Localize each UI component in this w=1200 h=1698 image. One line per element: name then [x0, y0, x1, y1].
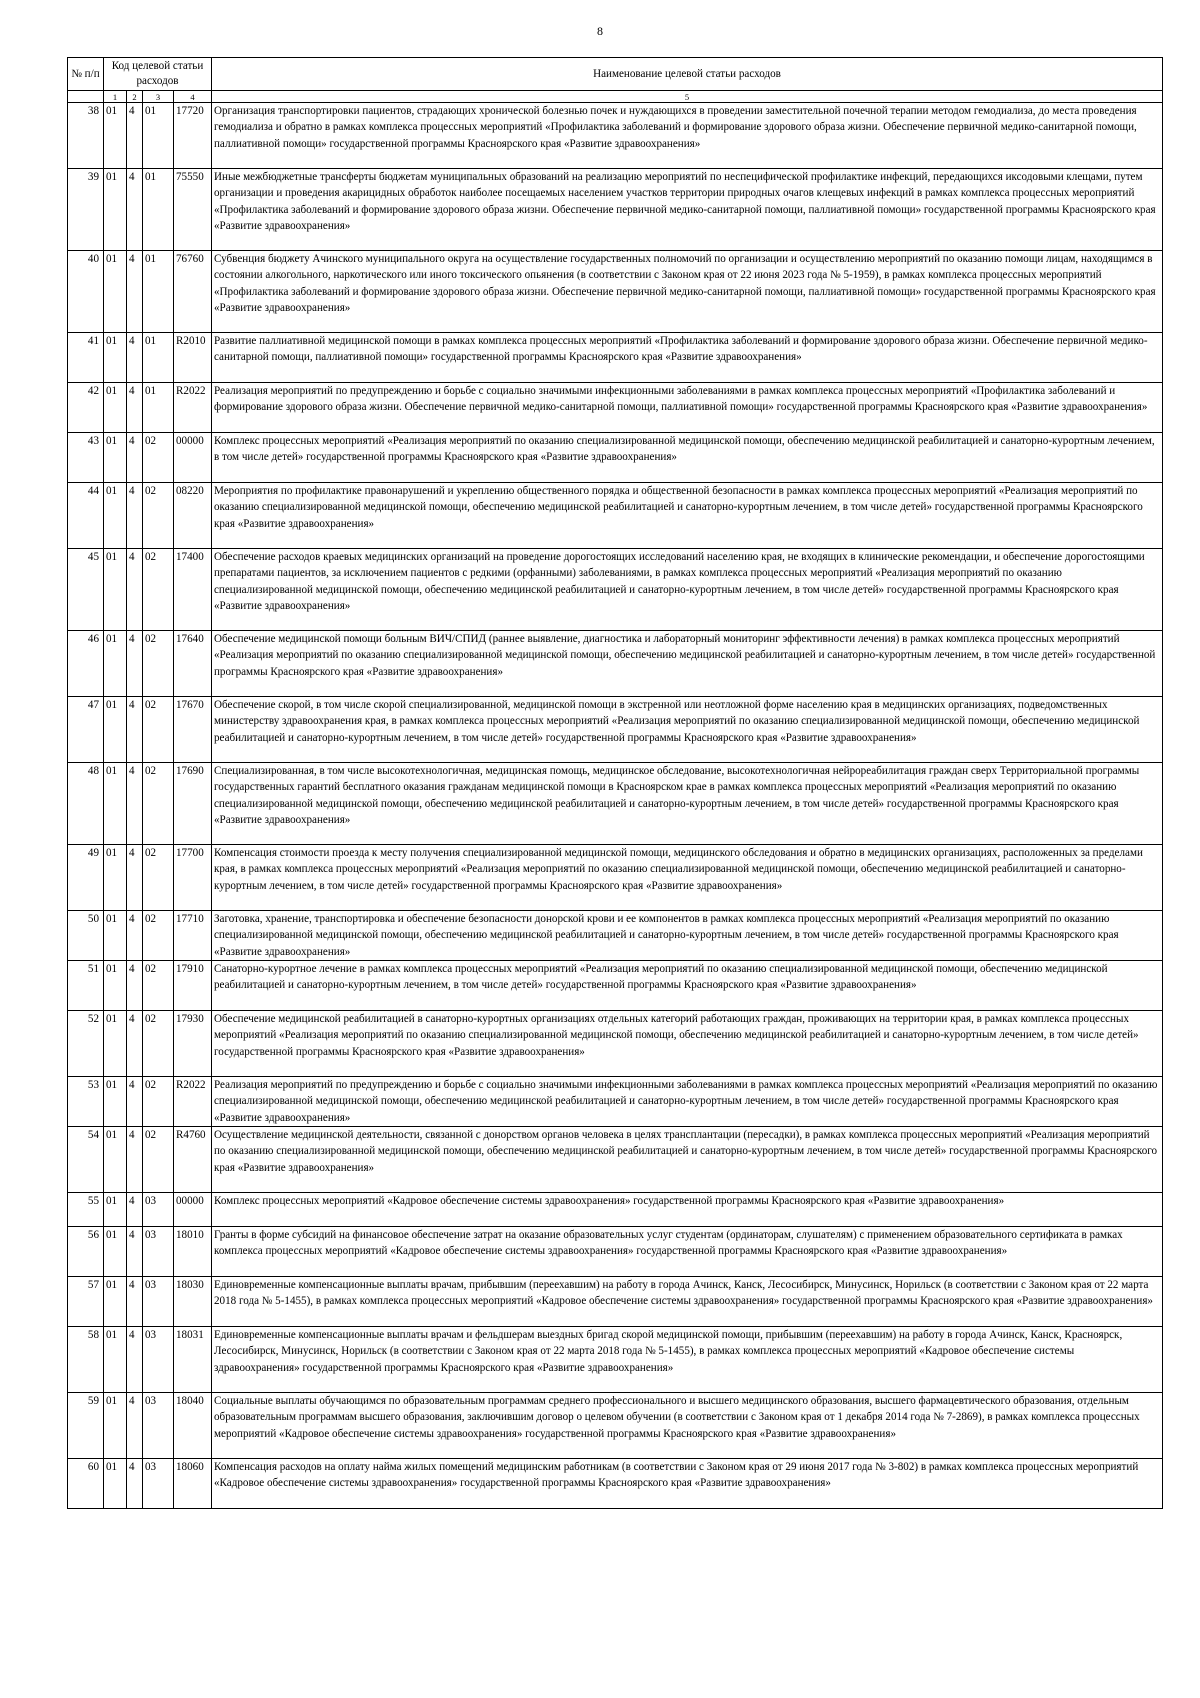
code-part-2: 4 — [127, 631, 143, 697]
code-part-1: 01 — [104, 911, 127, 961]
code-part-3: 01 — [143, 251, 174, 333]
row-number: 54 — [68, 1127, 104, 1193]
code-part-1: 01 — [104, 1193, 127, 1227]
row-number: 45 — [68, 549, 104, 631]
row-description: Реализация мероприятий по предупреждению и борьбе с социально значимыми инфекционными заболеваниями в рамках комплекса процессных мероприятий «Реализация мероприятий по оказанию специализированной медицинской помощи, обеспечению медицинской реабилитацией и санаторно-курортным лечением, в том числе детей» государственной программы Красноярского края «Развитие здравоохранения» — [212, 1077, 1163, 1127]
row-number: 60 — [68, 1459, 104, 1509]
row-number: 58 — [68, 1327, 104, 1393]
row-description: Мероприятия по профилактике правонарушений и укреплению общественного порядка и общественной безопасности в рамках комплекса процессных мероприятий «Реализация мероприятий по оказанию специализированной медицинской помощи, обеспечению медицинской реабилитацией и санаторно-курортным лечением, в том числе детей» государственной программы Красноярского края «Развитие здравоохранения» — [212, 483, 1163, 549]
code-part-1: 01 — [104, 631, 127, 697]
code-part-3: 03 — [143, 1193, 174, 1227]
code-part-1: 01 — [104, 697, 127, 763]
header-numbering-row — [68, 91, 1163, 103]
code-part-3: 02 — [143, 1127, 174, 1193]
row-description: Единовременные компенсационные выплаты врачам и фельдшерам выездных бригад скорой медицинской помощи, прибывшим (переехавшим) на работу в города Ачинск, Канск, Красноярск, Лесосибирск, Минусинск, Норильск (в соответствии с Законом края от 22 марта 2018 года № 5-1455), в рамках комплекса процессных мероприятий «Кадровое обеспечение системы здравоохранения» государственной программы Красноярского края «Развитие здравоохранения» — [212, 1327, 1163, 1393]
table-row — [68, 169, 1163, 251]
header-numbering-1: 1 — [104, 91, 127, 103]
table-row — [68, 483, 1163, 549]
code-part-1: 01 — [104, 1011, 127, 1077]
code-part-1: 01 — [104, 433, 127, 483]
row-description: Обеспечение скорой, в том числе скорой специализированной, медицинской помощи в экстренной или неотложной форме населению края в медицинских организациях, подведомственных министерству здравоохранения края, в рамках комплекса процессных мероприятий «Реализация мероприятий по оказанию специализированной медицинской помощи, обеспечению медицинской реабилитацией и санаторно-курортным лечением, в том числе детей» государственной программы Красноярского края «Развитие здравоохранения» — [212, 697, 1163, 763]
table-row — [68, 1127, 1163, 1193]
code-part-1: 01 — [104, 1327, 127, 1393]
table-row — [68, 1011, 1163, 1077]
table-row — [68, 549, 1163, 631]
table-body — [68, 103, 1163, 1509]
row-number: 52 — [68, 1011, 104, 1077]
code-part-2: 4 — [127, 697, 143, 763]
code-part-2: 4 — [127, 1127, 143, 1193]
code-part-4: 18031 — [174, 1327, 212, 1393]
table-row — [68, 433, 1163, 483]
row-number: 55 — [68, 1193, 104, 1227]
row-description: Санаторно-курортное лечение в рамках комплекса процессных мероприятий «Реализация мероприятий по оказанию специализированной медицинской помощи, обеспечению медицинской реабилитацией и санаторно-курортным лечением, в том числе детей» государственной программы Красноярского края «Развитие здравоохранения» — [212, 961, 1163, 1011]
row-description: Компенсация расходов на оплату найма жилых помещений медицинским работникам (в соответствии с Законом края от 29 июня 2017 года № 3-802) в рамках комплекса процессных мероприятий «Кадровое обеспечение системы здравоохранения» государственной программы Красноярского края «Развитие здравоохранения» — [212, 1459, 1163, 1509]
row-number: 44 — [68, 483, 104, 549]
row-description: Комплекс процессных мероприятий «Реализация мероприятий по оказанию специализированной медицинской помощи, обеспечению медицинской реабилитацией и санаторно-курортным лечением, в том числе детей» государственной программы Красноярского края «Развитие здравоохранения» — [212, 433, 1163, 483]
row-number: 56 — [68, 1227, 104, 1277]
row-description: Субвенция бюджету Ачинского муниципального округа на осуществление государственных полномочий по организации и осуществлению мероприятий по оказанию помощи лицам, находящимся в состоянии алкогольного, наркотического или иного токсического опьянения (в соответствии с Законом края от 22 июня 2023 года № 5-1959), в рамках комплекса процессных мероприятий «Профилактика заболеваний и формирование здорового образа жизни. Обеспечение первичной медико-санитарной помощи, паллиативной помощи» государственной программы Красноярского края «Развитие здравоохранения» — [212, 251, 1163, 333]
code-part-2: 4 — [127, 251, 143, 333]
code-part-2: 4 — [127, 1393, 143, 1459]
row-description: Реализация мероприятий по предупреждению и борьбе с социально значимыми инфекционными заболеваниями в рамках комплекса процессных мероприятий «Профилактика заболеваний и формирование здорового образа жизни. Обеспечение первичной медико-санитарной помощи, паллиативной помощи» государственной программы Красноярского края «Развитие здравоохранения» — [212, 383, 1163, 433]
row-description: Обеспечение расходов краевых медицинских организаций на проведение дорогостоящих исследований населению края, не входящих в клинические рекомендации, и обеспечение дорогостоящими препаратами пациентов, за исключением пациентов с редкими (орфанными) заболеваниями, в рамках комплекса процессных мероприятий «Реализация мероприятий по оказанию специализированной медицинской помощи, обеспечению медицинской реабилитацией и санаторно-курортным лечением, в том числе детей» государственной программы Красноярского края «Развитие здравоохранения» — [212, 549, 1163, 631]
row-number: 38 — [68, 103, 104, 169]
code-part-1: 01 — [104, 763, 127, 845]
row-number: 59 — [68, 1393, 104, 1459]
code-part-1: 01 — [104, 103, 127, 169]
header-code: Код целевой статьи расходов — [104, 58, 212, 91]
code-part-4: 17700 — [174, 845, 212, 911]
table-row — [68, 383, 1163, 433]
table-row — [68, 1393, 1163, 1459]
table-row — [68, 1077, 1163, 1127]
header-row — [68, 58, 1163, 91]
table-row — [68, 961, 1163, 1011]
row-description: Иные межбюджетные трансферты бюджетам муниципальных образований на реализацию мероприятий по неспецифической профилактике инфекций, передающихся иксодовыми клещами, путем организации и проведения акарицидных обработок наиболее посещаемых населением участков территории природных очагов клещевых инфекций в рамках комплекса процессных мероприятий «Профилактика заболеваний и формирование здорового образа жизни. Обеспечение первичной медико-санитарной помощи, паллиативной помощи» государственной программы Красноярского края «Развитие здравоохранения» — [212, 169, 1163, 251]
code-part-2: 4 — [127, 483, 143, 549]
table-row — [68, 1193, 1163, 1227]
table-row — [68, 697, 1163, 763]
header-numbering-4: 4 — [174, 91, 212, 103]
code-part-3: 03 — [143, 1327, 174, 1393]
row-number: 47 — [68, 697, 104, 763]
row-description: Организация транспортировки пациентов, страдающих хронической болезнью почек и нуждающихся в проведении заместительной почечной терапии методом гемодиализа, до места проведения гемодиализа и обратно в рамках комплекса процессных мероприятий «Профилактика заболеваний и формирование здорового образа жизни. Обеспечение первичной медико-санитарной помощи, паллиативной помощи» государственной программы Красноярского края «Развитие здравоохранения» — [212, 103, 1163, 169]
code-part-3: 02 — [143, 549, 174, 631]
table-row — [68, 763, 1163, 845]
code-part-3: 02 — [143, 763, 174, 845]
code-part-3: 02 — [143, 845, 174, 911]
code-part-4: 17710 — [174, 911, 212, 961]
row-description: Заготовка, хранение, транспортировка и обеспечение безопасности донорской крови и ее компонентов в рамках комплекса процессных мероприятий «Реализация мероприятий по оказанию специализированной медицинской помощи, обеспечению медицинской реабилитацией и санаторно-курортным лечением, в том числе детей» государственной программы Красноярского края «Развитие здравоохранения» — [212, 911, 1163, 961]
code-part-3: 03 — [143, 1393, 174, 1459]
row-number: 49 — [68, 845, 104, 911]
code-part-4: 17640 — [174, 631, 212, 697]
code-part-4: 76760 — [174, 251, 212, 333]
code-part-2: 4 — [127, 1327, 143, 1393]
code-part-3: 02 — [143, 483, 174, 549]
code-part-4: 18060 — [174, 1459, 212, 1509]
code-part-4: 17400 — [174, 549, 212, 631]
code-part-4: 17670 — [174, 697, 212, 763]
code-part-4: 75550 — [174, 169, 212, 251]
header-numbering-2: 2 — [127, 91, 143, 103]
code-part-4: 00000 — [174, 433, 212, 483]
code-part-4: R4760 — [174, 1127, 212, 1193]
row-number: 57 — [68, 1277, 104, 1327]
code-part-2: 4 — [127, 1193, 143, 1227]
code-part-3: 02 — [143, 1077, 174, 1127]
code-part-4: 18030 — [174, 1277, 212, 1327]
code-part-4: R2010 — [174, 333, 212, 383]
code-part-2: 4 — [127, 1277, 143, 1327]
code-part-4: 17690 — [174, 763, 212, 845]
code-part-1: 01 — [104, 383, 127, 433]
table-row — [68, 1327, 1163, 1393]
code-part-2: 4 — [127, 383, 143, 433]
budget-classification-table — [67, 57, 1163, 1509]
code-part-3: 02 — [143, 1011, 174, 1077]
code-part-4: R2022 — [174, 1077, 212, 1127]
row-number: 41 — [68, 333, 104, 383]
row-number: 43 — [68, 433, 104, 483]
code-part-1: 01 — [104, 1077, 127, 1127]
row-number: 42 — [68, 383, 104, 433]
table-row — [68, 1459, 1163, 1509]
code-part-1: 01 — [104, 1227, 127, 1277]
code-part-2: 4 — [127, 433, 143, 483]
row-description: Развитие паллиативной медицинской помощи в рамках комплекса процессных мероприятий «Профилактика заболеваний и формирование здорового образа жизни. Обеспечение первичной медико-санитарной помощи, паллиативной помощи» государственной программы Красноярского края «Развитие здравоохранения» — [212, 333, 1163, 383]
header-numbering-3: 3 — [143, 91, 174, 103]
code-part-4: 17930 — [174, 1011, 212, 1077]
table-row — [68, 911, 1163, 961]
row-description: Специализированная, в том числе высокотехнологичная, медицинская помощь, медицинское обследование, высокотехнологичная нейрореабилитация граждан сверх Территориальной программы государственных гарантий бесплатного оказания гражданам медицинской помощи в Красноярском крае в рамках комплекса процессных мероприятий «Реализация мероприятий по оказанию специализированной медицинской помощи, обеспечению медицинской реабилитацией и санаторно-курортным лечением, в том числе детей» государственной программы Красноярского края «Развитие здравоохранения» — [212, 763, 1163, 845]
code-part-2: 4 — [127, 1459, 143, 1509]
code-part-3: 02 — [143, 961, 174, 1011]
row-description: Единовременные компенсационные выплаты врачам, прибывшим (переехавшим) на работу в города Ачинск, Канск, Лесосибирск, Минусинск, Норильск (в соответствии с Законом края от 22 марта 2018 года № 5-1455), в рамках комплекса процессных мероприятий «Кадровое обеспечение системы здравоохранения» государственной программы Красноярского края «Развитие здравоохранения» — [212, 1277, 1163, 1327]
code-part-1: 01 — [104, 483, 127, 549]
header-numbering-5: 5 — [212, 91, 1163, 103]
code-part-4: 08220 — [174, 483, 212, 549]
code-part-1: 01 — [104, 1277, 127, 1327]
code-part-4: 17720 — [174, 103, 212, 169]
code-part-2: 4 — [127, 1227, 143, 1277]
row-description: Комплекс процессных мероприятий «Кадровое обеспечение системы здравоохранения» государственной программы Красноярского края «Развитие здравоохранения» — [212, 1193, 1163, 1227]
code-part-3: 02 — [143, 631, 174, 697]
header-name: Наименование целевой статьи расходов — [212, 58, 1163, 91]
code-part-4: R2022 — [174, 383, 212, 433]
code-part-2: 4 — [127, 763, 143, 845]
row-description: Гранты в форме субсидий на финансовое обеспечение затрат на оказание образовательных услуг студентам (ординаторам, слушателям) с применением образовательного сертификата в рамках комплекса процессных мероприятий «Кадровое обеспечение системы здравоохранения» государственной программы Красноярского края «Развитие здравоохранения» — [212, 1227, 1163, 1277]
row-number: 46 — [68, 631, 104, 697]
row-number: 39 — [68, 169, 104, 251]
code-part-3: 01 — [143, 333, 174, 383]
code-part-2: 4 — [127, 169, 143, 251]
row-description: Компенсация стоимости проезда к месту получения специализированной медицинской помощи, медицинского обследования и обратно в медицинских организациях, расположенных за пределами края, в рамках комплекса процессных мероприятий «Реализация мероприятий по оказанию специализированной медицинской помощи, обеспечению медицинской реабилитацией и санаторно-курортным лечением, в том числе детей» государственной программы Красноярского края «Развитие здравоохранения» — [212, 845, 1163, 911]
table-row — [68, 103, 1163, 169]
row-number: 53 — [68, 1077, 104, 1127]
code-part-2: 4 — [127, 333, 143, 383]
budget-table-wrapper — [67, 57, 1162, 1509]
page-number: 8 — [597, 24, 603, 38]
row-number: 51 — [68, 961, 104, 1011]
code-part-2: 4 — [127, 103, 143, 169]
table-row — [68, 845, 1163, 911]
header-num: № п/п — [68, 58, 104, 91]
table-row — [68, 631, 1163, 697]
row-description: Обеспечение медицинской помощи больным ВИЧ/СПИД (раннее выявление, диагностика и лабораторный мониторинг эффективности лечения) в рамках комплекса процессных мероприятий «Реализация мероприятий по оказанию специализированной медицинской помощи, обеспечению медицинской реабилитацией и санаторно-курортным лечением, в том числе детей» государственной программы Красноярского края «Развитие здравоохранения» — [212, 631, 1163, 697]
code-part-2: 4 — [127, 911, 143, 961]
code-part-3: 01 — [143, 103, 174, 169]
header-numbering-empty — [68, 91, 104, 103]
row-description: Социальные выплаты обучающимся по образовательным программам среднего профессионального и высшего медицинского образования, высшего фармацевтического образования, отдельным образовательным программам высшего образования, заключившим договор о целевом обучении (в соответствии с Законом края от 1 декабря 2014 года № 7-2869), в рамках комплекса процессных мероприятий «Кадровое обеспечение системы здравоохранения» государственной программы Красноярского края «Развитие здравоохранения» — [212, 1393, 1163, 1459]
table-row — [68, 1227, 1163, 1277]
row-number: 50 — [68, 911, 104, 961]
code-part-4: 18010 — [174, 1227, 212, 1277]
code-part-3: 02 — [143, 433, 174, 483]
code-part-3: 03 — [143, 1227, 174, 1277]
row-description: Обеспечение медицинской реабилитацией в санаторно-курортных организациях отдельных категорий работающих граждан, проживающих на территории края, в рамках комплекса процессных мероприятий «Реализация мероприятий по оказанию специализированной медицинской помощи, обеспечению медицинской реабилитацией и санаторно-курортным лечением, в том числе детей» государственной программы Красноярского края «Развитие здравоохранения» — [212, 1011, 1163, 1077]
table-row — [68, 251, 1163, 333]
code-part-1: 01 — [104, 961, 127, 1011]
table-row — [68, 333, 1163, 383]
row-number: 48 — [68, 763, 104, 845]
code-part-3: 03 — [143, 1277, 174, 1327]
code-part-1: 01 — [104, 845, 127, 911]
row-description: Осуществление медицинской деятельности, связанной с донорством органов человека в целях трансплантации (пересадки), в рамках комплекса процессных мероприятий «Реализация мероприятий по оказанию специализированной медицинской помощи, обеспечению медицинской реабилитацией и санаторно-курортным лечением, в том числе детей» государственной программы Красноярского края «Развитие здравоохранения» — [212, 1127, 1163, 1193]
code-part-3: 01 — [143, 169, 174, 251]
code-part-1: 01 — [104, 251, 127, 333]
code-part-3: 03 — [143, 1459, 174, 1509]
code-part-3: 02 — [143, 911, 174, 961]
row-number: 40 — [68, 251, 104, 333]
code-part-1: 01 — [104, 1127, 127, 1193]
table-row — [68, 1277, 1163, 1327]
code-part-2: 4 — [127, 549, 143, 631]
code-part-2: 4 — [127, 961, 143, 1011]
code-part-4: 18040 — [174, 1393, 212, 1459]
code-part-1: 01 — [104, 333, 127, 383]
code-part-3: 01 — [143, 383, 174, 433]
code-part-4: 00000 — [174, 1193, 212, 1227]
code-part-2: 4 — [127, 845, 143, 911]
code-part-2: 4 — [127, 1011, 143, 1077]
code-part-1: 01 — [104, 549, 127, 631]
code-part-4: 17910 — [174, 961, 212, 1011]
code-part-2: 4 — [127, 1077, 143, 1127]
code-part-3: 02 — [143, 697, 174, 763]
code-part-1: 01 — [104, 1459, 127, 1509]
code-part-1: 01 — [104, 1393, 127, 1459]
code-part-1: 01 — [104, 169, 127, 251]
